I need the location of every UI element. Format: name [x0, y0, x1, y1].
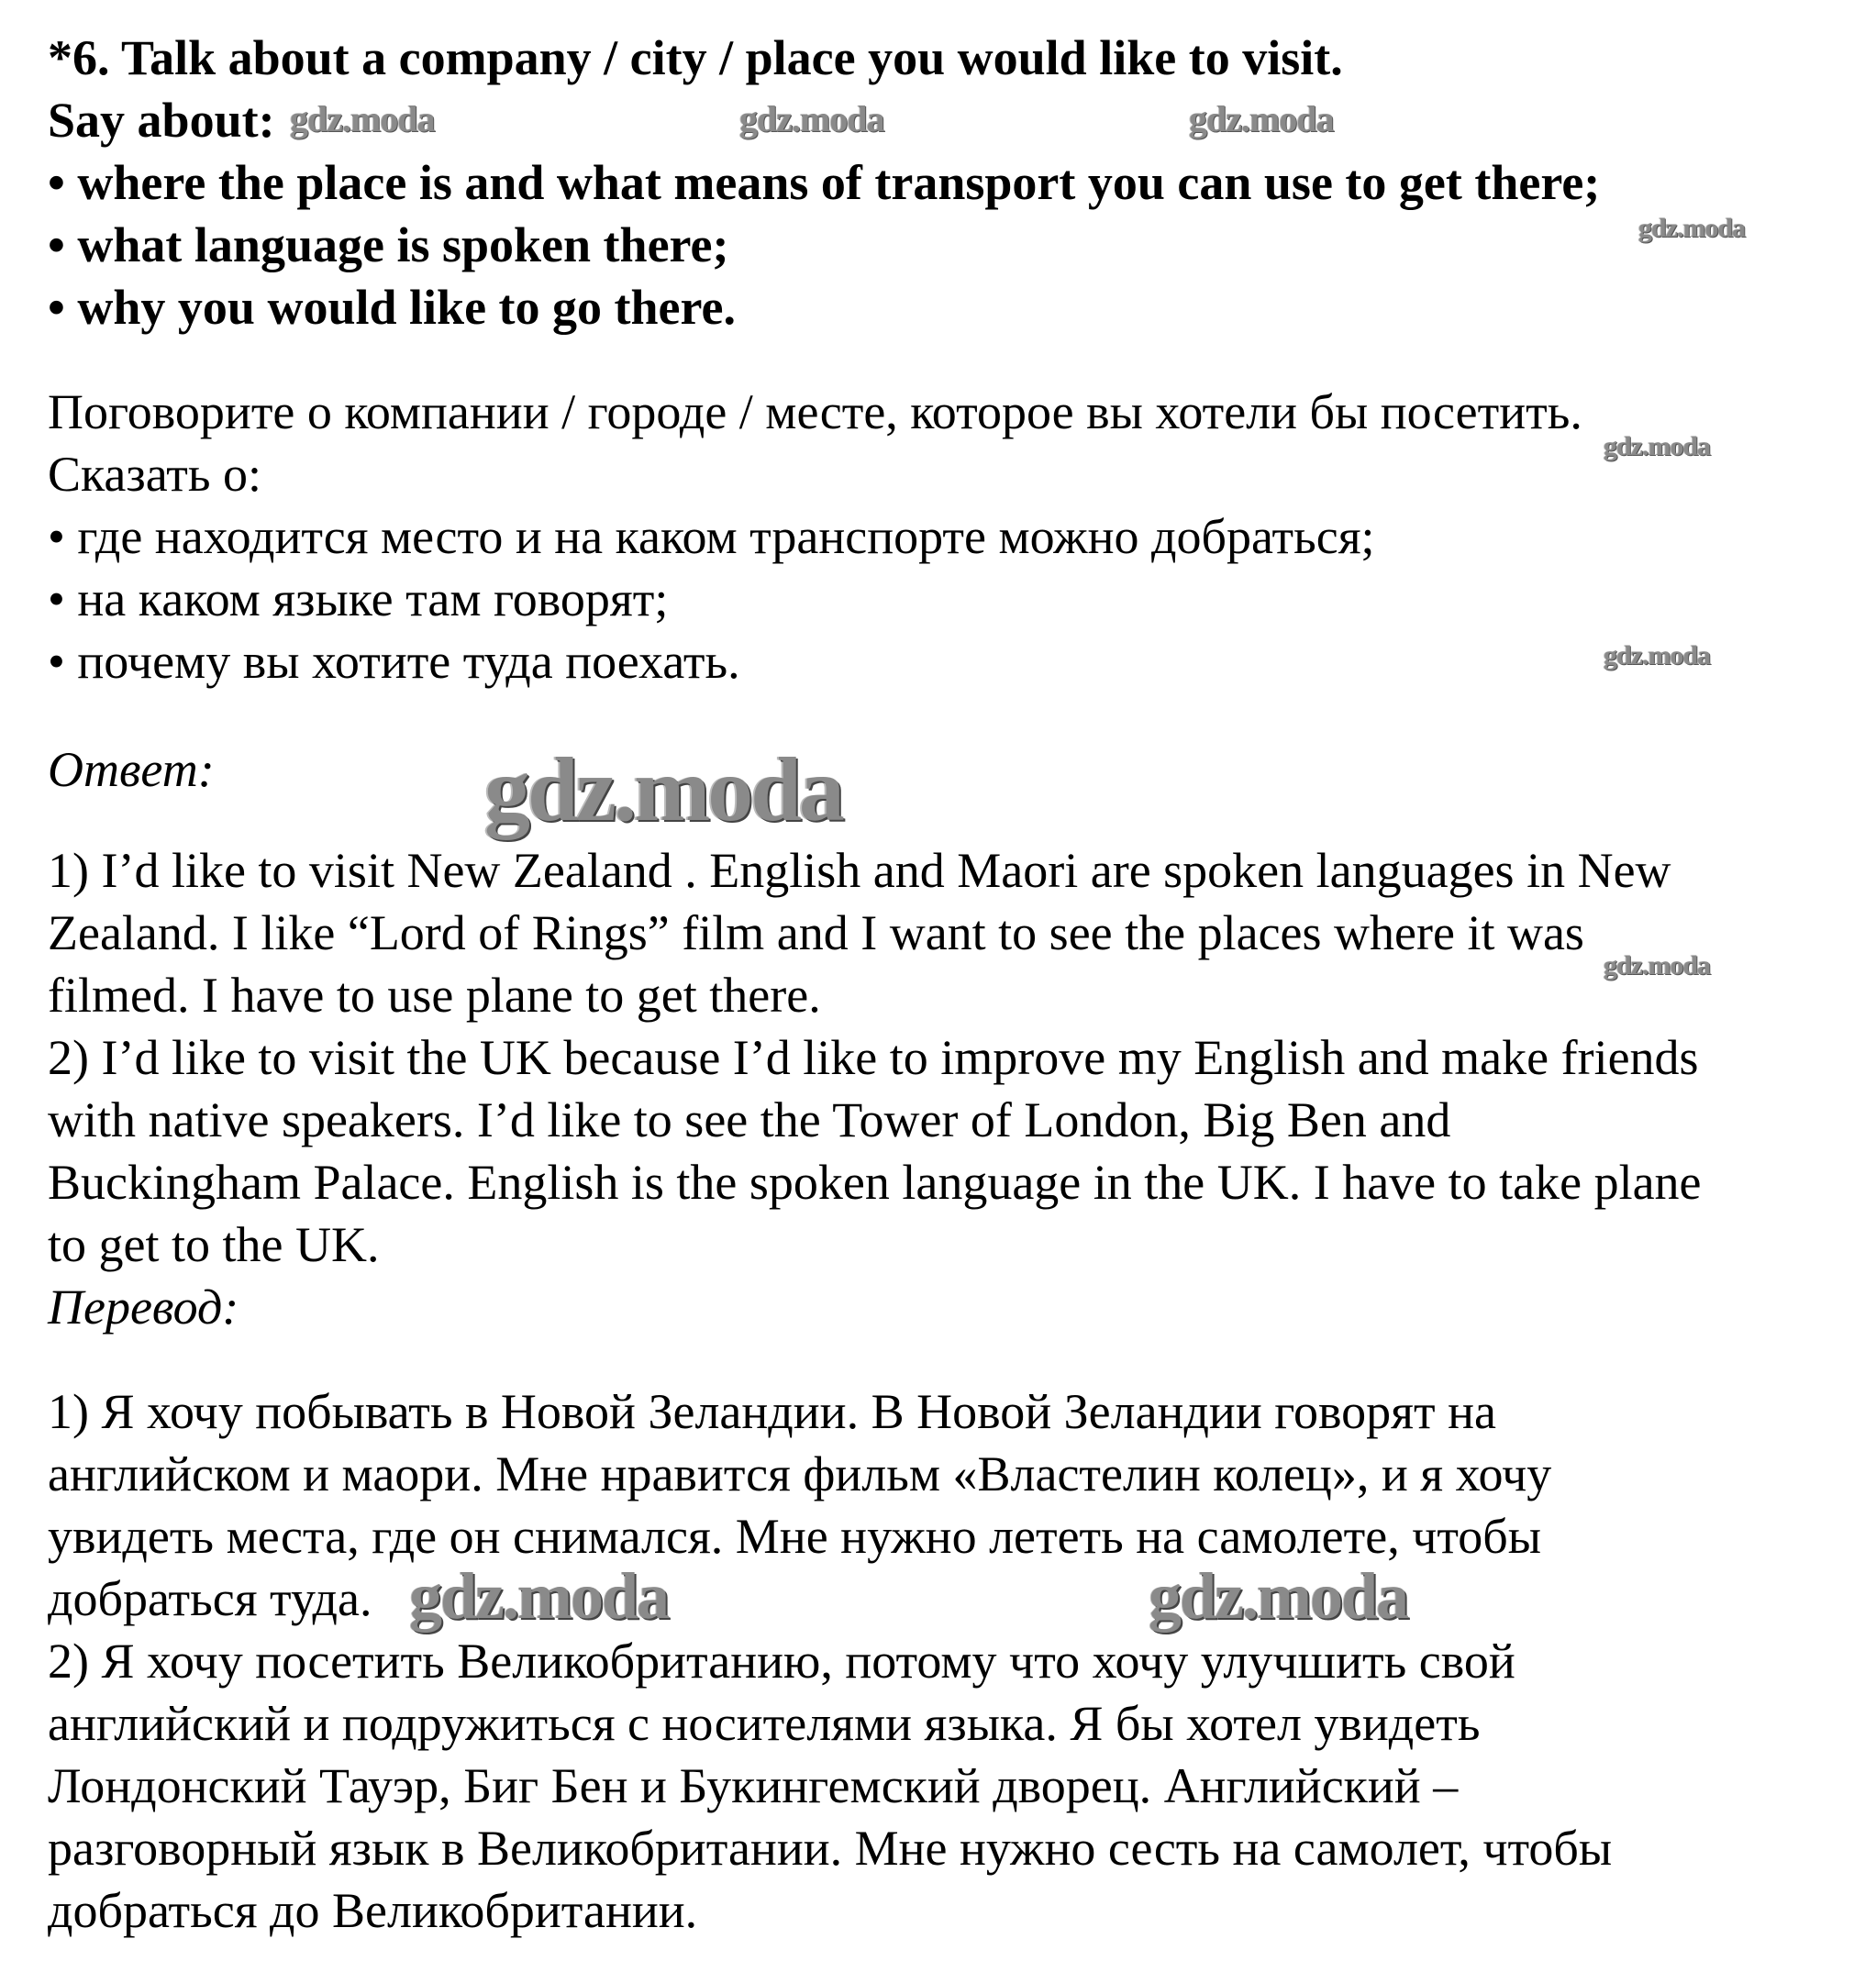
task-bullet: • why you would like to go there.	[48, 280, 736, 335]
task-bullet: • where the place is and what means of transport you can use to get there;	[48, 155, 1601, 210]
translation-line: добраться до Великобритании.	[48, 1883, 698, 1938]
translation-line: 2) Я хочу посетить Великобританию, потому что хочу улучшить свой	[48, 1634, 1515, 1689]
translation-line: английский и подружиться с носителями языка. Я бы хотел увидеть	[48, 1696, 1481, 1751]
translation-line: 1) Я хочу побывать в Новой Зеландии. В Новой Зеландии говорят на	[48, 1384, 1496, 1439]
task-bullet: • what language is spoken there;	[48, 217, 729, 272]
translation-task-bullet: • где находится место и на каком транспорте можно добраться;	[48, 509, 1375, 564]
answer-line: Zealand. I like “Lord of Rings” film and I want to see the places where it was	[48, 905, 1584, 960]
answer-line: 2) I’d like to visit the UK because I’d like to improve my English and make friends	[48, 1030, 1699, 1085]
watermark: gdz.moda	[290, 98, 435, 139]
answer-line: with native speakers. I’d like to see the Tower of London, Big Ben and	[48, 1092, 1451, 1147]
watermark: gdz.moda	[1189, 98, 1334, 139]
translation-line: увидеть места, где он снимался. Мне нужно лететь на самолете, чтобы	[48, 1509, 1541, 1564]
watermark: gdz.moda	[1149, 1559, 1408, 1633]
task-say-about: Say about:	[48, 93, 275, 148]
watermark: gdz.moda	[484, 738, 842, 840]
translation-line: Лондонский Тауэр, Биг Бен и Букингемский дворец. Английский –	[48, 1758, 1459, 1813]
answer-line: Buckingham Palace. English is the spoken language in the UK. I have to take plane	[48, 1155, 1702, 1210]
translation-task-bullet: • почему вы хотите туда поехать.	[48, 634, 740, 689]
answer-label: Ответ:	[48, 742, 215, 797]
watermark: gdz.moda	[1604, 431, 1711, 461]
task-title: *6. Talk about a company / city / place you would like to visit.	[48, 30, 1343, 85]
translation-line: разговорный язык в Великобритании. Мне нужно сесть на самолет, чтобы	[48, 1821, 1613, 1876]
answer-line: 1) I’d like to visit New Zealand . English and Maori are spoken languages in New	[48, 843, 1671, 898]
watermark: gdz.moda	[1638, 213, 1746, 243]
translation-line: добраться туда.	[48, 1571, 372, 1626]
watermark: gdz.moda	[1604, 950, 1711, 980]
answer-line: to get to the UK.	[48, 1217, 380, 1272]
translation-task-line: Сказать о:	[48, 447, 262, 502]
translation-task-bullet: • на каком языке там говорят;	[48, 571, 669, 626]
translation-label: Перевод:	[48, 1280, 239, 1335]
translation-line: английском и маори. Мне нравится фильм «Властелин колец», и я хочу	[48, 1446, 1552, 1501]
answer-line: filmed. I have to use plane to get there.	[48, 968, 821, 1023]
watermark: gdz.moda	[739, 98, 884, 139]
watermark: gdz.moda	[1604, 640, 1711, 670]
translation-task-line: Поговорите о компании / городе / месте, которое вы хотели бы посетить.	[48, 384, 1582, 439]
watermark: gdz.moda	[409, 1559, 669, 1633]
